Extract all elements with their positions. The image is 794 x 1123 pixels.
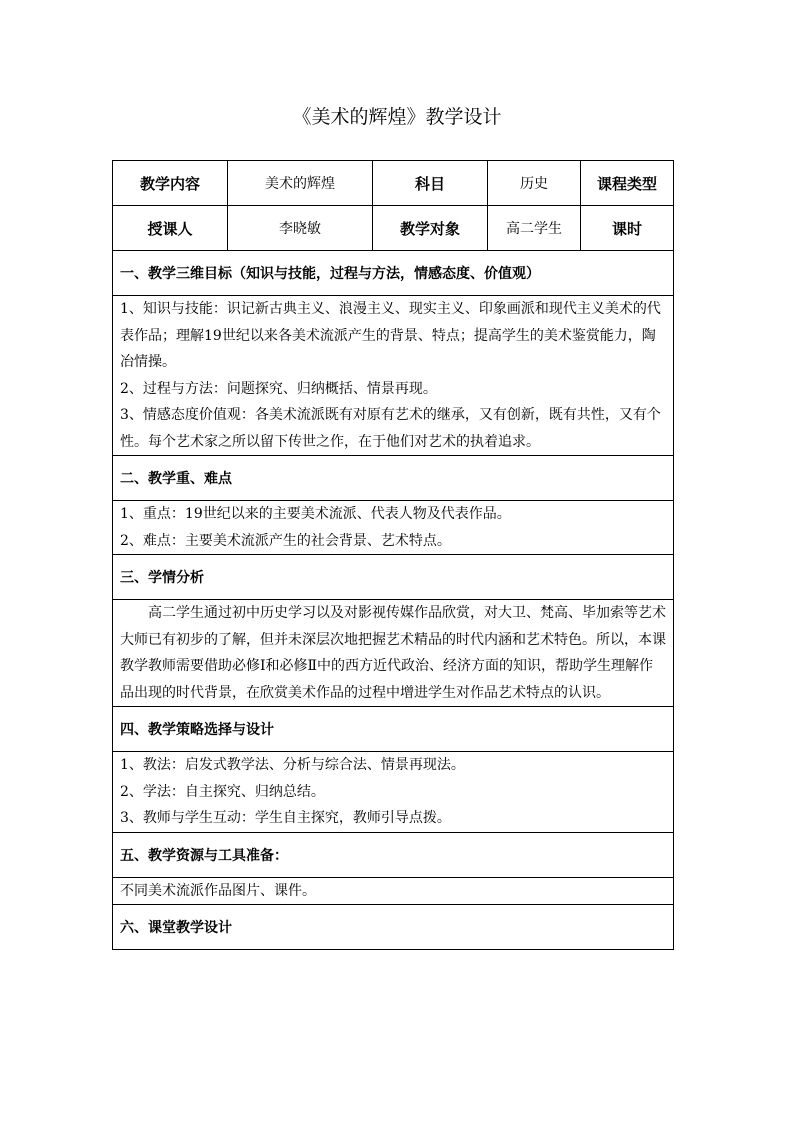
key-points-body <box>113 501 674 555</box>
goals-heading: 一、教学三维目标（知识与技能，过程与方法，情感态度、价值观） <box>113 251 674 296</box>
key-points-heading: 二、教学重、难点 <box>113 456 674 501</box>
document-title: 《美术的辉煌》教学设计 <box>292 106 502 128</box>
resources-body: 不同美术流派作品图片、课件。 <box>113 877 674 905</box>
key-points-body-row <box>113 501 674 555</box>
strategy-line-2: 2、学法：自主探究、归纳总结。 <box>120 783 325 800</box>
resources-heading: 五、教学资源与工具准备： <box>113 832 674 877</box>
content-label: 教学内容 <box>113 161 228 206</box>
strategy-heading: 四、教学策略选择与设计 <box>113 707 674 752</box>
analysis-heading: 三、学情分析 <box>113 555 674 600</box>
goals-line-3: 3、情感态度价值观：各美术流派既有对原有艺术的继承，又有创新，既有共性，又有个性。每个艺术家之所以留下传世之作，在于他们对艺术的执着追求。 <box>120 407 661 450</box>
goals-heading-row <box>113 251 674 296</box>
key-points-heading-row <box>113 456 674 501</box>
goals-body <box>113 296 674 456</box>
content-value: 美术的辉煌 <box>228 161 373 206</box>
analysis-paragraph: 高二学生通过初中历史学习以及对影视传媒作品欣赏，对大卫、梵高、毕加索等艺术大师已有初步的了解，但并未深层次地把握艺术精品的时代内涵和艺术特色。所以，本课教学教师需要借助必修Ⅰ和必修Ⅱ中的西方近代政治、经济方面的知识，帮助学生理解作品出现的时代背景，在欣赏美术作品的过程中增进学生对作品艺术特点的认识。 <box>120 605 666 701</box>
meta-row-1 <box>113 161 674 206</box>
class-period-label: 课时 <box>581 206 674 251</box>
strategy-line-3: 3、教师与学生互动：学生自主探究，教师引导点拨。 <box>120 810 451 826</box>
subject-label: 科目 <box>373 161 488 206</box>
lesson-plan-table <box>112 160 674 950</box>
resources-body-row <box>113 877 674 905</box>
strategy-heading-row <box>113 707 674 752</box>
audience-value: 高二学生 <box>488 206 581 251</box>
design-heading: 六、课堂教学设计 <box>113 905 674 950</box>
analysis-heading-row <box>113 555 674 600</box>
audience-label: 教学对象 <box>373 206 488 251</box>
meta-row-2 <box>113 206 674 251</box>
strategy-line-1: 1、教法：启发式教学法、分析与综合法、情景再现法。 <box>120 757 465 773</box>
key-points-line-1: 1、重点：19世纪以来的主要美术流派、代表人物及代表作品。 <box>120 506 511 522</box>
course-type-label: 课程类型 <box>581 161 674 206</box>
strategy-body <box>113 752 674 833</box>
goals-line-2: 2、过程与方法：问题探究、归纳概括、情景再现。 <box>120 380 437 397</box>
goals-body-row <box>113 296 674 456</box>
analysis-body-row <box>113 600 674 707</box>
goals-line-1: 1、知识与技能：识记新古典主义、浪漫主义、现实主义、印象画派和现代主义美术的代表作品；理解19世纪以来各美术流派产生的背景、特点；提高学生的美术鉴赏能力，陶冶情操。 <box>120 301 661 370</box>
resources-heading-row <box>113 832 674 877</box>
strategy-body-row <box>113 752 674 833</box>
teacher-value: 李晓敏 <box>228 206 373 251</box>
key-points-line-2: 2、难点：主要美术流派产生的社会背景、艺术特点。 <box>120 532 451 549</box>
design-heading-row <box>113 905 674 950</box>
teacher-label: 授课人 <box>113 206 228 251</box>
subject-value: 历史 <box>488 161 581 206</box>
analysis-body <box>113 600 674 707</box>
